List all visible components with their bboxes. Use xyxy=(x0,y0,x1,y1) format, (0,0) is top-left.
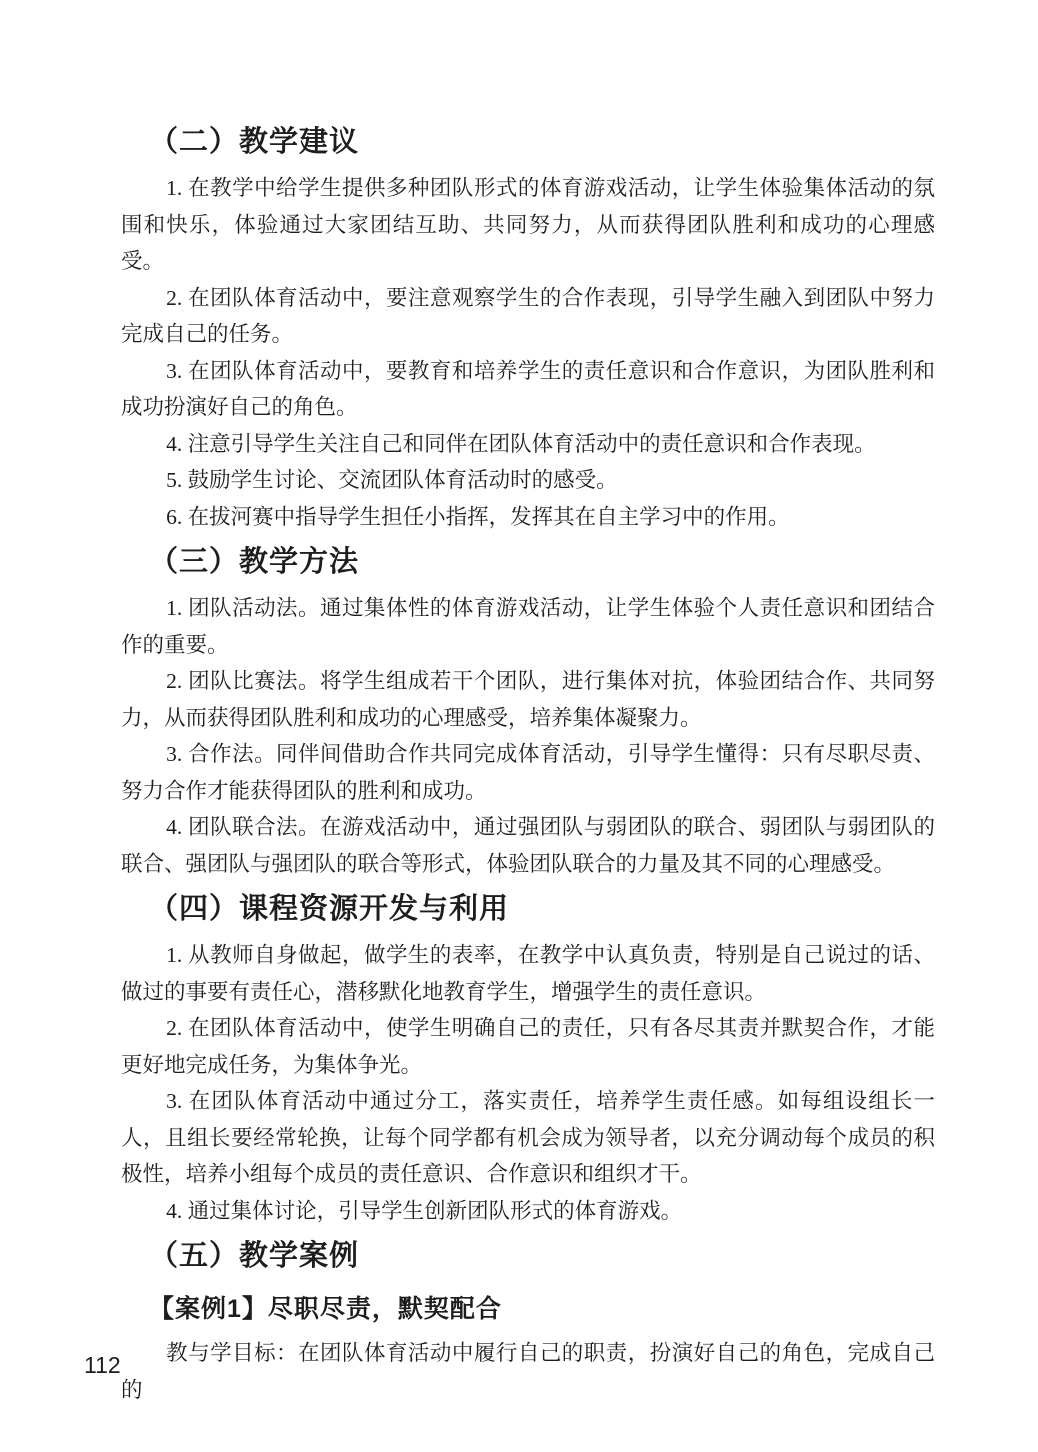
paragraph: 4. 团队联合法。在游戏活动中，通过强团队与弱团队的联合、弱团队与弱团队的联合、强团队与强团队的联合等形式，体验团队联合的力量及其不同的心理感受。 xyxy=(121,815,935,876)
content-area xyxy=(121,119,935,1408)
case-1-heading: 【案例1】尽职尽责，默契配合 xyxy=(149,1295,502,1323)
paragraph: 2. 在团队体育活动中，使学生明确自己的责任，只有各尽其责并默契合作，才能更好地完成任务，为集体争光。 xyxy=(121,1016,935,1077)
paragraph: 1. 在教学中给学生提供多种团队形式的体育游戏活动，让学生体验集体活动的氛围和快乐，体验通过大家团结互助、共同努力，从而获得团队胜利和成功的心理感受。 xyxy=(121,176,935,273)
section-heading-curriculum-resources: （四）课程资源开发与利用 xyxy=(149,893,510,925)
paragraph: 3. 在团队体育活动中通过分工，落实责任，培养学生责任感。如每组设组长一人，且组长要经常轮换，让每个同学都有机会成为领导者，以充分调动每个成员的积极性，培养小组每个成员的责任意识、合作意识和组织才干。 xyxy=(121,1089,935,1186)
section-heading-teaching-cases: （五）教学案例 xyxy=(149,1240,360,1272)
paragraph: 2. 在团队体育活动中，要注意观察学生的合作表现，引导学生融入到团队中努力完成自己的任务。 xyxy=(121,285,935,346)
paragraph: 5. 鼓励学生讨论、交流团队体育活动时的感受。 xyxy=(166,468,618,492)
paragraph: 3. 合作法。同伴间借助合作共同完成体育活动，引导学生懂得：只有尽职尽责、努力合作才能获得团队的胜利和成功。 xyxy=(121,742,935,803)
paragraph: 1. 团队活动法。通过集体性的体育游戏活动，让学生体验个人责任意识和团结合作的重要。 xyxy=(121,596,935,657)
page-number: 112 xyxy=(84,1352,121,1378)
paragraph: 教与学目标：在团队体育活动中履行自己的职责，扮演好自己的角色，完成自己的 xyxy=(121,1341,935,1402)
section-heading-teaching-methods: （三）教学方法 xyxy=(149,546,360,578)
paragraph: 4. 注意引导学生关注自己和同伴在团队体育活动中的责任意识和合作表现。 xyxy=(166,431,876,456)
paragraph: 6. 在拔河赛中指导学生担任小指挥，发挥其在自主学习中的作用。 xyxy=(166,504,790,529)
paragraph: 4. 通过集体讨论，引导学生创新团队形式的体育游戏。 xyxy=(166,1198,683,1223)
section-heading-teaching-suggestions: （二）教学建议 xyxy=(149,126,360,158)
paragraph: 3. 在团队体育活动中，要教育和培养学生的责任意识和合作意识，为团队胜利和成功扮演好自己的角色。 xyxy=(121,358,935,419)
paragraph: 1. 从教师自身做起，做学生的表率，在教学中认真负责，特别是自己说过的话、做过的事要有责任心，潜移默化地教育学生，增强学生的责任意识。 xyxy=(121,943,935,1004)
paragraph: 2. 团队比赛法。将学生组成若干个团队，进行集体对抗，体验团结合作、共同努力，从而获得团队胜利和成功的心理感受，培养集体凝聚力。 xyxy=(121,669,935,730)
